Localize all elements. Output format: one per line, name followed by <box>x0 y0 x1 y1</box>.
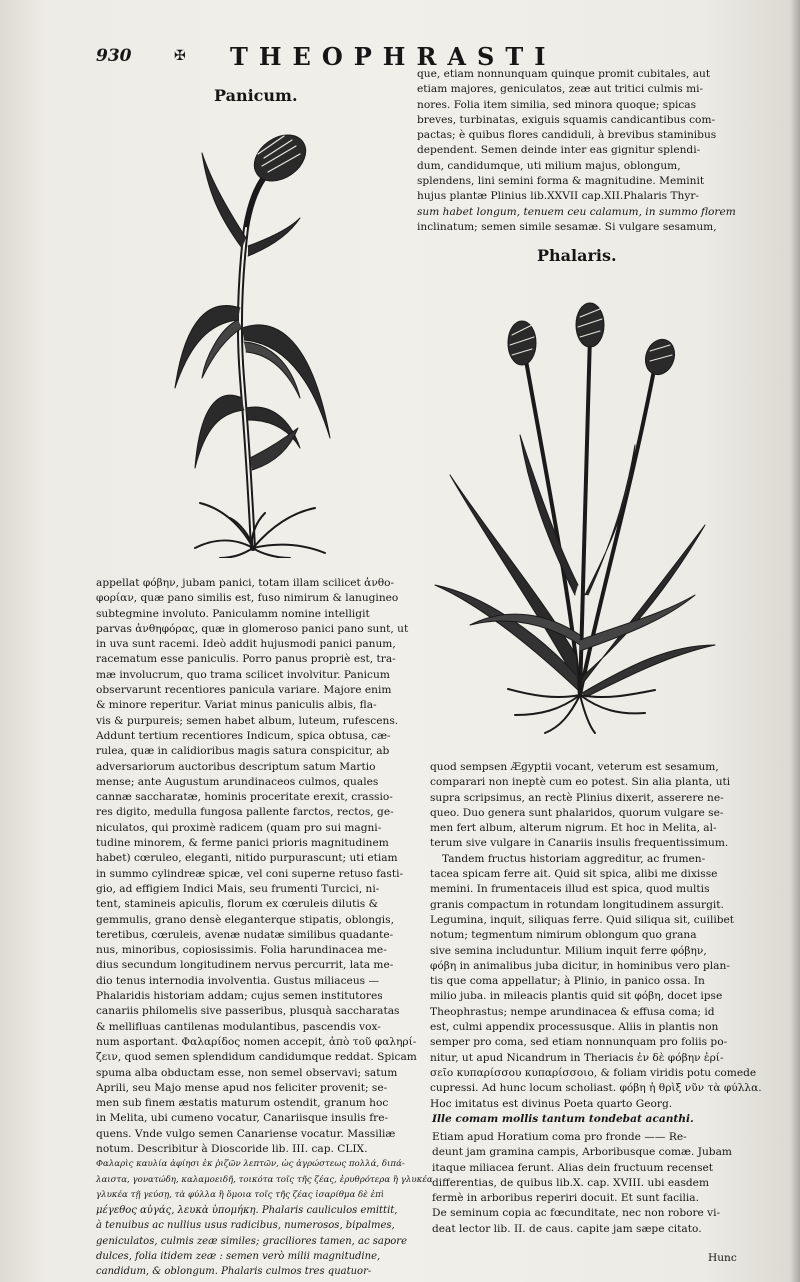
text-line: quens. Vnde vulgo semen Canariense vocatur. Massiliæ <box>96 1127 396 1140</box>
text-line: splendens, lini semini forma & magnitudine. Meminit <box>417 175 705 188</box>
text-line: differentias, de quibus lib.X. cap. XVIII. ubi easdem <box>432 1176 709 1189</box>
text-line: Addunt tertium recentiores Indicum, spica obtusa, cæ- <box>96 729 391 742</box>
text-line: sive semina includuntur. Milium inquit ferre φόβην, <box>430 944 707 957</box>
text-line: gio, ad effigiem Indici Mais, seu frumenti Turcici, ni- <box>96 882 380 895</box>
text-line: gemmulis, grano densè eleganterque stipatis, oblongis, <box>96 913 394 926</box>
text-line: cupressi. Ad hunc locum scholiast. φόβη ἡ θρὶξ νῦν τὰ φύλλα. <box>430 1082 762 1095</box>
text-line: dio tenus internodia involventia. Gustus miliaceus — <box>96 974 380 987</box>
text-line: num asportant. Φαλαρίδος nomen accepit, ἀπὸ τοῦ φαληρί- <box>96 1035 417 1048</box>
greek-line: Φαλαρὶς καυλία ἀφίησι ἐκ ῥιζῶν λεπτῶν, ὡς ἀγρώστεως πολλά, διπά- <box>96 1159 405 1170</box>
text-line: dum, candidumque, uti milium majus, oblongum, <box>417 159 681 172</box>
text-line: Etiam apud Horatium coma pro fronde —— Re- <box>432 1131 687 1143</box>
text-line: & mellifluas cantilenas modulantibus, pascendis vox- <box>96 1020 381 1033</box>
text-line: breves, turbinatas, exiguis squamis candicantibus com- <box>417 113 716 126</box>
text-line: Legumina, inquit, siliquas ferre. Quid siliqua sit, cuilibet <box>430 913 735 926</box>
text-line: mense; ante Augustum arundinaceos culmos, quales <box>96 775 379 788</box>
text-line: in summo cylindreæ spicæ, vel coni superne retuso fasti- <box>96 867 404 880</box>
text-line: deunt jam gramina campis, Arboribusque comæ. Jubam <box>432 1146 732 1159</box>
text-line: men fert album, alterum nigrum. Et hoc in Melita, al- <box>430 822 717 835</box>
right-column-tail <box>432 1130 744 1237</box>
text-line: vis & purpureis; semen habet album, luteum, rufescens. <box>96 714 399 727</box>
text-line: subtegmine involuto. Paniculamm nomine intelligit <box>96 607 370 620</box>
text-line: supra scripsimus, an rectè Plinius dixerit, asserere ne- <box>430 791 724 804</box>
text-line: De seminum copia ac fœcunditate, nec non robore vi- <box>432 1207 721 1220</box>
text-line: φορίαν, quæ pano similis est, fuso nimirum & lanugineo <box>96 592 399 605</box>
text-line: semper pro coma, sed etiam nonnunquam pro foliis po- <box>430 1036 728 1049</box>
text-line: etiam majores, geniculatos, zeæ aut tritici culmis mi- <box>417 83 704 96</box>
text-line: candidum, & oblongum. Phalaris culmos tres quatuor- <box>96 1266 372 1278</box>
page-edge-shadow <box>790 0 800 1282</box>
text-line: appellat φόβην, jubam panici, totam illam scilicet ἀνθο- <box>96 577 395 589</box>
running-header <box>96 42 556 70</box>
text-line: Phalaridis historiam addam; cujus semen institutores <box>96 990 383 1003</box>
text-line: nores. Folia item similia, sed minora quoque; spicas <box>417 98 697 111</box>
text-line: queo. Duo genera sunt phalaridos, quorum vulgare se- <box>430 806 724 819</box>
text-line: Theophrastus; nempe arundinacea & effusa coma; id <box>430 1005 715 1018</box>
text-line: fermè in arboribus reperiri docuit. Et sunt facilia. <box>432 1192 699 1205</box>
text-line: men sub finem æstatis maturum ostendit, granum hoc <box>96 1097 389 1110</box>
text-line: spuma alba obductam esse, non semel observavi; satum <box>96 1066 398 1079</box>
text-line: ζειν, quod semen splendidum candidumque reddat. Spicam <box>96 1051 417 1064</box>
text-line: tacea spicam ferre ait. Quid sit spica, alibi me dixisse <box>430 868 718 881</box>
text-line: geniculatos, culmis zeæ similes; graciliores tamen, ac sapore <box>96 1235 407 1247</box>
text-line: pactas; è quibus flores candiduli, à brevibus staminibus <box>417 129 717 142</box>
greek-line: λαιστα, γονατώδη, καλαμοειδῆ, τοικότα τοῖς τῆς ζέας, ἐρυθρότερα ἢ γλυκέα <box>96 1174 433 1185</box>
text-line: rulea, quæ in calidioribus magis satura conspicitur, ab <box>96 745 390 758</box>
left-column-text <box>96 576 433 1280</box>
text-line: tent, stamineis apiculis, florum ex cœruleis dilutis & <box>96 898 379 911</box>
text-line: est, culmi appendix processusque. Aliis in plantis non <box>430 1021 719 1034</box>
text-line: granis compactum in rotundam longitudinem assurgit. <box>430 898 724 911</box>
text-line: milio juba. in mileacis plantis quid sit φόβη, docet ipse <box>430 990 723 1003</box>
text-line: cannæ saccharatæ, hominis proceritate erexit, crassio- <box>96 791 393 804</box>
text-line: dius secundum longitudinem nervus percurrit, lata me- <box>96 959 394 972</box>
panicum-illustration <box>150 128 370 558</box>
text-line: mæ involucrum, quo trama scilicet involvitur. Panicum <box>96 668 390 681</box>
text-line: deat lector lib. II. de caus. capite jam sæpe citato. <box>432 1222 702 1235</box>
catchword: Hunc <box>708 1252 737 1264</box>
text-line: racematum esse paniculis. Porro panus propriè est, tra- <box>96 653 396 666</box>
text-line: res digito, medulla fungosa pallente farctos, rectos, ge- <box>96 806 394 819</box>
text-line: observarunt recentiores panicula variare. Majore enim <box>96 684 392 697</box>
text-line: tis que coma appellatur; à Plinio, in panico ossa. In <box>430 975 705 988</box>
text-line: canariis philomelis sive passeribus, plusquà saccharatas <box>96 1005 400 1018</box>
text-line: itaque miliacea ferunt. Alias dein fructuum recenset <box>432 1161 714 1174</box>
text-line: dulces, folia itidem zeæ : semen verò milii magnitudine, <box>96 1251 381 1263</box>
text-line: σεῖο κυπαρίσσου κυπαρίσσοιο, & foliam viridis potu comede <box>430 1066 757 1079</box>
text-line: nus, minoribus, copiosissimis. Folia harundinacea me- <box>96 944 387 957</box>
caption-panicum: Panicum. <box>214 86 298 105</box>
text-line: memini. In frumentaceis illud est spica, quod multis <box>430 883 710 896</box>
text-line: que, etiam nonnunquam quinque promit cubitales, aut <box>417 68 711 80</box>
ornament-icon: ✠ <box>174 48 186 64</box>
text-line: in Melita, ubi cumeno vocatur, Canariisque insulis fre- <box>96 1112 389 1125</box>
text-line: teretibus, cœruleis, avenæ nudatæ similibus quadante- <box>96 928 394 941</box>
text-line: Hoc imitatus est divinus Poeta quarto Georg. <box>430 1097 673 1110</box>
text-line: niculatos, qui proximè radicem (quam pro sui magni- <box>96 821 382 834</box>
caption-phalaris: Phalaris. <box>537 246 617 265</box>
text-line: hujus plantæ Plinius lib.XXVII cap.XII.Phalaris Thyr- <box>417 190 700 203</box>
text-line: Aprili, seu Majo mense apud nos feliciter provenit; se- <box>96 1081 388 1094</box>
text-line: tudine minorem, & ferme panici prioris magnitudinem <box>96 837 389 850</box>
phalaris-illustration <box>430 295 720 735</box>
greek-line: γλυκέα τῇ γεύσῃ, τὰ φύλλα ἢ ὅμοια τοῖς τῆς ζέας ἰσαρίθμα δὲ ἐπὶ <box>96 1189 385 1200</box>
text-line: inclinatum; semen simile sesamæ. Si vulgare sesamum, <box>417 220 717 233</box>
text-line: notum. Describitur à Dioscoride lib. III. cap. CLIX. <box>96 1142 368 1155</box>
text-line: in uva sunt racemi. Ideò addit hujusmodi panici panum, <box>96 638 396 651</box>
text-line: μέγεθος αὐγάς, λευκὰ ὑπομήκη. Phalaris cauliculos emittit, <box>96 1205 398 1217</box>
text-line: habet) cœruleo, eleganti, nitido purpurascunt; uti etiam <box>96 852 398 865</box>
text-line: notum; tegmentum nimirum oblongum quo grana <box>430 929 697 942</box>
top-right-paragraph <box>417 67 739 235</box>
text-line: terum sive vulgare in Canariis insulis frequentissimum. <box>430 837 729 850</box>
page-number: 930 <box>96 46 132 66</box>
text-line: quod sempsen Ægyptii vocant, veterum est sesamum, <box>430 761 719 773</box>
text-line: sum habet longum, tenuem ceu calamum, in summo florem <box>417 205 736 218</box>
text-line: adversariorum auctoribus descriptum satum Martio <box>96 760 376 773</box>
text-line: à tenuibus ac nullius usus radicibus, numerosos, bipalmes, <box>96 1220 395 1232</box>
text-line: dependent. Semen deinde inter eas gignitur splendi- <box>417 144 701 157</box>
text-line: φόβη in animalibus juba dicitur, in hominibus vero plan- <box>430 959 730 972</box>
right-column-text <box>430 760 762 1112</box>
text-line: parvas ἀνθηφόρας, quæ in glomeroso panici pano sunt, ut <box>96 622 409 635</box>
text-line: Tandem fructus historiam aggreditur, ac frumen- <box>442 852 706 865</box>
text-line: nitur, ut apud Nicandrum in Theriacis ἐν δὲ φόβην ἐρί- <box>430 1051 724 1064</box>
running-title: THEOPHRASTI <box>230 42 557 71</box>
text-line: & minore reperitur. Variat minus paniculis albis, fla- <box>96 699 377 712</box>
verse-quote: Ille comam mollis tantum tondebat acanthi. <box>432 1113 694 1125</box>
text-line: comparari non ineptè cum eo potest. Sin alia planta, uti <box>430 776 731 789</box>
